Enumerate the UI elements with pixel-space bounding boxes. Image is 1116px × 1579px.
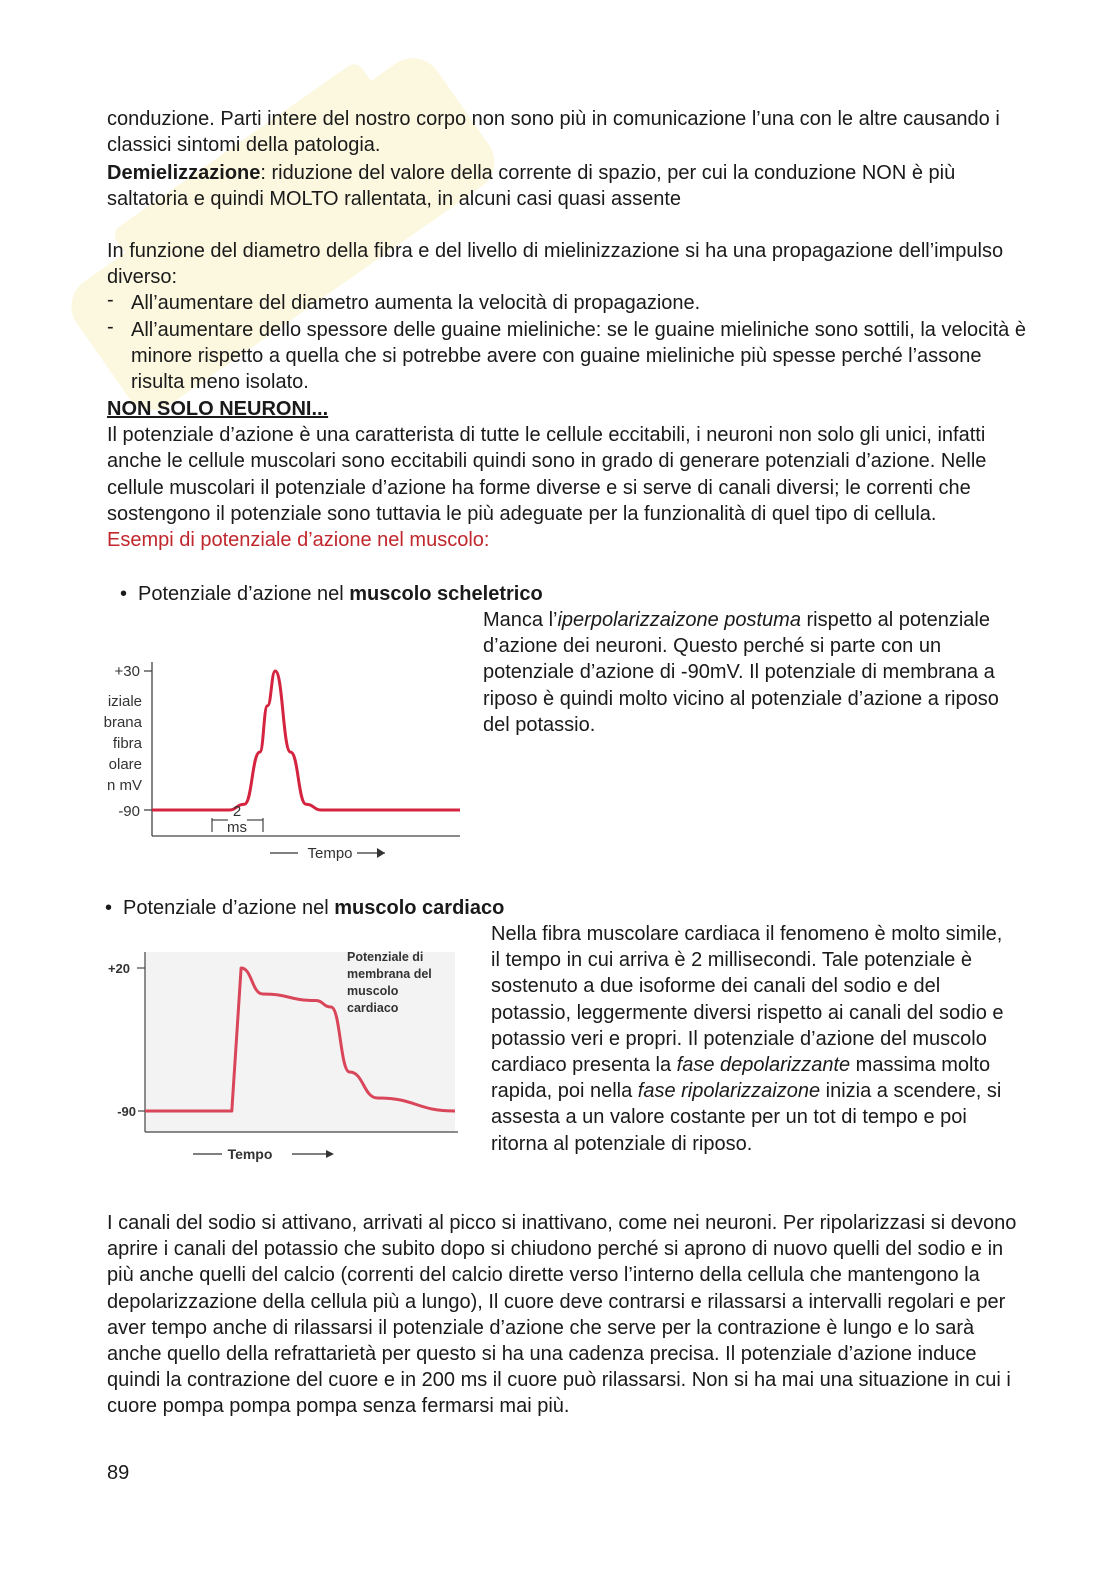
bullet-skeletal-prefix: Potenziale d’azione nel (138, 583, 350, 605)
bullet-cardiac-prefix: Potenziale d’azione nel (123, 897, 335, 919)
x-axis-label: Tempo (307, 845, 353, 862)
paragraph-diametro (107, 238, 1027, 395)
bullet-dot: • (105, 897, 113, 919)
y-tick-label: -90 (117, 1104, 136, 1119)
y-tick-label: -90 (118, 803, 140, 820)
cardiac-desc-part: inizia a scendere, si assesta a un valore costante per un tot di tempo e poi ritorna al potenziale di riposo. (491, 1080, 1002, 1155)
duration-unit: ms (227, 819, 247, 836)
duration-value: 2 (232, 803, 242, 820)
y-axis-label-line: n mV (106, 777, 142, 794)
chart-title-line: cardiaco (347, 1001, 399, 1015)
chart-title-line: Potenziale di (347, 950, 424, 964)
cardiac-action-potential-chart (100, 940, 465, 1170)
term-demielizzazione: Demielizzazione (107, 162, 261, 184)
chart-title-line: membrana del (347, 967, 432, 981)
y-axis-label-line: brana (103, 714, 142, 731)
cardiac-desc-part: massima molto rapida, poi nella (491, 1054, 991, 1103)
dash-list (107, 290, 1027, 395)
section-heading: NON SOLO NEURONI... (107, 398, 329, 420)
bullet-skeletal-bold: muscolo scheletrico (349, 583, 543, 605)
section-non-solo-neuroni (107, 396, 1027, 553)
skeletal-action-potential-chart (100, 648, 470, 870)
y-tick-label: +20 (107, 961, 130, 976)
page-number: 89 (107, 1462, 130, 1484)
skeletal-desc-part: rispetto al potenziale d’azione dei neuroni. Questo perché si parte con un potenziale d’azione di -90mV. Il potenziale di membrana a riposo è quindi molto vicino al potenziale d’azione a riposo del potassio. (483, 609, 999, 736)
skeletal-description (483, 607, 1003, 738)
cardiac-description (491, 921, 1006, 1157)
y-axis-label-line: olare (108, 756, 142, 773)
cardiac-desc-italic: fase depolarizzante (676, 1054, 851, 1077)
skeletal-ap-curve (152, 671, 460, 810)
bullet-dot: • (120, 583, 128, 605)
paragraph-demielizzazione (107, 160, 1027, 212)
arrowhead (377, 848, 385, 858)
y-axis-label-line: fibra (112, 735, 142, 752)
diametro-intro: In funzione del diametro della fibra e del livello di mielinizzazione si ha una propagazione dell’impulso diverso: (107, 240, 1004, 289)
cardiac-desc-part: Nella fibra muscolare cardiaca il fenomeno è molto simile, il tempo in cui arriva è 2 millisecondi. Tale potenziale è sostenuto a due isoforme dei canali del sodio e del potassio, leggermente diversi rispetto ai canali del sodio e potassio veri e propri. Il potenziale d’azione del muscolo cardiaco presenta la (491, 923, 1004, 1077)
cardiac-desc-italic: fase ripolarizzaizone (637, 1080, 821, 1103)
list-item: - All’aumentare dello spessore delle guaine mieliniche: se le guaine mieliniche sono sottili, la velocità è minore rispetto a quella che si potrebbe avere con guaine mieliniche più spesse perché l’assone risulta meno isolato. (107, 317, 1027, 396)
skeletal-desc-part: Manca l’ (483, 609, 558, 631)
bullet-cardiac-bold: muscolo cardiaco (334, 897, 505, 919)
bullet-skeletal (120, 581, 543, 607)
bullet-cardiac (105, 895, 504, 921)
paragraph-canali-sodio: I canali del sodio si attivano, arrivati al picco si inattivano, come nei neuroni. Per ripolarizzasi si devono aprire i canali del potassio che subito dopo si chiudono perché si aprono di nuovo quelli del sodio e in più anche quelli del calcio (correnti del calcio dirette verso l’interno della cellula che mantengono la depolarizzazione della cellula più a lungo), Il cuore deve contrarsi e rilassarsi a intervalli regolari e per aver tempo anche di rilassarsi il potenziale d’azione che serve per la contrazione è lungo e lo sarà anche quello della refrattarietà per questo si ha una cadenza precisa. Il potenziale d’azione induce quindi la contrazione del cuore e in 200 ms il cuore può rilassarsi. Non si ha mai una situazione in cui i cuore pompa pompa pompa senza fermarsi mai più. (107, 1212, 1017, 1418)
skeletal-desc-italic: iperpolarizzaizone postuma (557, 609, 801, 631)
paragraph-conduzione: conduzione. Parti intere del nostro corpo non sono più in comunicazione l’una con le altre causando i classici sintomi della patologia. (107, 108, 1000, 157)
chart-title-line: muscolo (347, 984, 399, 998)
arrowhead (326, 1150, 334, 1158)
section-body: Il potenziale d’azione è una caratterista di tutte le cellule eccitabili, i neuroni non solo gli unici, infatti anche le cellule muscolari sono eccitabili quindi sono in grado di generare potenziali d’azione. Nelle cellule muscolari il potenziale d’azione ha forme diverse e si serve di canali diversi; le correnti che sostengono il potenziale sono tuttavia le più adeguate per la funzionalità di quel tipo di cellula. (107, 424, 987, 525)
definition-demielizzazione: : riduzione del valore della corrente di spazio, per cui la conduzione NON è più saltatoria e quindi MOLTO rallentata, in alcuni casi quasi assente (107, 162, 956, 211)
examples-title: Esempi di potenziale d’azione nel muscolo: (107, 529, 490, 552)
list-item: - All’aumentare del diametro aumenta la velocità di propagazione. (107, 290, 1027, 316)
y-axis-label-line: iziale (107, 693, 142, 710)
y-tick-label: +30 (114, 663, 140, 680)
x-axis-label: Tempo (227, 1146, 273, 1162)
